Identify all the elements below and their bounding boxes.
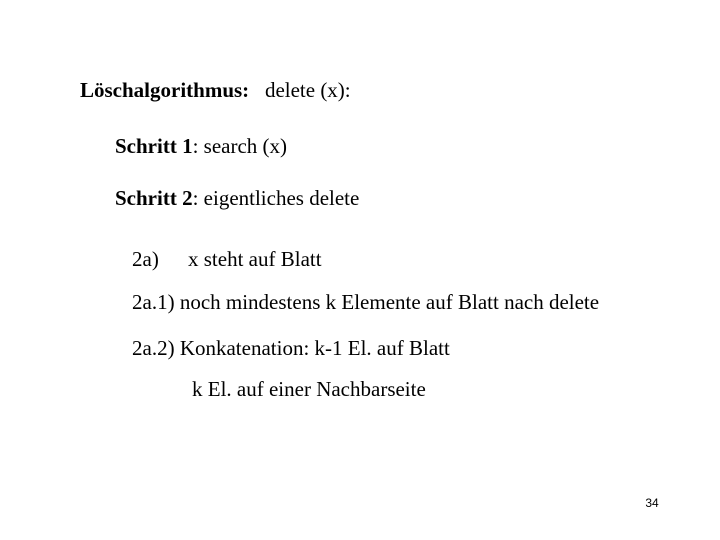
title-heading: Löschalgorithmus: xyxy=(80,78,250,102)
case-2a-text: x steht auf Blatt xyxy=(188,247,322,271)
step-1-label: Schritt 1 xyxy=(115,134,193,158)
step-2-label: Schritt 2 xyxy=(115,186,193,210)
case-2a1: 2a.1) noch mindestens k Elemente auf Blatt nach delete xyxy=(132,290,600,314)
case-2a-label: 2a) xyxy=(132,247,159,271)
case-2a2-line2: k El. auf einer Nachbarseite xyxy=(192,377,426,401)
step-1-text: : search (x) xyxy=(192,134,288,158)
step-1 xyxy=(115,133,287,159)
page-number: 34 xyxy=(645,496,659,510)
step-2-text: : eigentliches delete xyxy=(192,186,360,210)
slide-title xyxy=(80,77,351,103)
step-2 xyxy=(115,185,359,211)
case-2a2-line1: 2a.2) Konkatenation: k-1 El. auf Blatt xyxy=(132,336,450,360)
case-2a xyxy=(132,246,322,272)
title-signature: delete (x): xyxy=(264,78,351,102)
